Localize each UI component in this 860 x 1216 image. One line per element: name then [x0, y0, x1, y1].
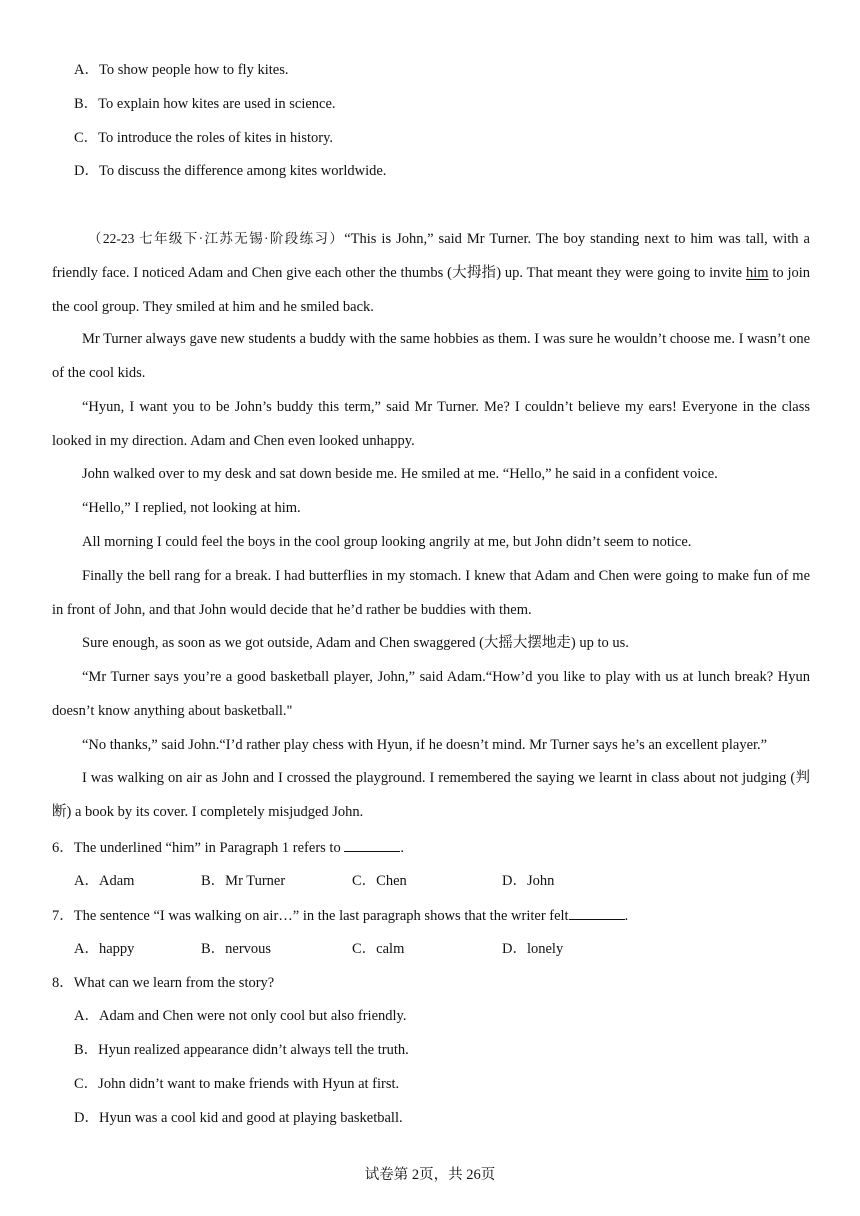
option-letter: A．: [74, 62, 99, 78]
question-8-option-b[interactable]: B．Hyun realized appearance didn’t always tell the truth.: [74, 1042, 409, 1058]
passage-paragraph-6: All morning I could feel the boys in the cool group looking angrily at me, but John didn’t seem to notice.: [82, 534, 692, 550]
prev-option-c: [74, 128, 333, 148]
passage-paragraph-10: “No thanks,” said John.“I’d rather play chess with Hyun, if he doesn’t mind. Mr Turner says he’s an excellent player.”: [82, 737, 768, 753]
prev-option-a: [74, 60, 288, 80]
passage-paragraph-3: “Hyun, I want you to be John’s buddy this term,” said Mr Turner. Me? I couldn’t believe my ears! Everyone in the class looked in my direction. Adam and Chen even looked unhappy.: [52, 399, 810, 449]
passage-paragraph-5: “Hello,” I replied, not looking at him.: [82, 500, 301, 516]
passage-paragraph-8: Sure enough, as soon as we got outside, Adam and Chen swaggered (大摇大摆地走) up to us.: [82, 635, 629, 651]
option-a[interactable]: A．Adam: [74, 873, 135, 889]
question-7-options: [74, 939, 714, 959]
option-b[interactable]: B．nervous: [201, 941, 272, 957]
question-8-option-a[interactable]: A．Adam and Chen were not only cool but also friendly.: [74, 1008, 407, 1024]
passage-paragraph-9: “Mr Turner says you’re a good basketball player, John,” said Adam.“How’d you like to play with us at lunch break? Hyun doesn’t know anything about basketball.": [52, 669, 810, 719]
option-text: To introduce the roles of kites in history.: [98, 130, 334, 146]
question-8: 8．What can we learn from the story?: [52, 975, 275, 991]
question-stem: 7．The sentence “I was walking on air…” in the last paragraph shows that the writer felt: [52, 908, 569, 924]
question-8-option-d[interactable]: D．Hyun was a cool kid and good at playing basketball.: [74, 1110, 403, 1126]
underlined-word: him: [745, 264, 769, 281]
option-text: To explain how kites are used in science.: [98, 96, 336, 112]
option-text: To discuss the difference among kites worldwide.: [98, 163, 387, 179]
option-d[interactable]: D．John: [502, 873, 555, 889]
option-c[interactable]: C．calm: [352, 941, 405, 957]
paragraph-text: to join the cool group. They smiled at him and he smiled back.: [52, 264, 811, 315]
passage-source: （22-23 七年级下·江苏无锡·阶段练习）: [88, 231, 345, 246]
question-8-option-c[interactable]: C．John didn’t want to make friends with Hyun at first.: [74, 1076, 400, 1092]
passage-paragraph-4: John walked over to my desk and sat down beside me. He smiled at me. “Hello,” he said in a confident voice.: [82, 466, 718, 482]
answer-blank: [344, 837, 400, 852]
page-footer: 试卷第 2页，共 26页: [364, 1167, 496, 1183]
question-stem-end: .: [400, 840, 404, 856]
option-letter: C．: [74, 130, 99, 146]
question-7: [52, 905, 628, 926]
passage-paragraph-2: Mr Turner always gave new students a buddy with the same hobbies as them. I was sure he wouldn’t choose me. I wasn’t one of the cool kids.: [52, 331, 810, 381]
option-a[interactable]: A．happy: [74, 941, 135, 957]
question-6-options: [74, 871, 714, 891]
passage-paragraph-7: Finally the bell rang for a break. I had butterflies in my stomach. I knew that Adam and Chen were going to make fun of me in front of John, and that John would decide that he’d rather be buddies with them.: [52, 568, 810, 618]
option-letter: B．: [74, 96, 99, 112]
prev-option-d: [74, 161, 386, 181]
passage-paragraph-11: I was walking on air as John and I crossed the playground. I remembered the saying we learnt in class about not judging (判断) a book by its cover. I completely misjudged John.: [52, 770, 810, 820]
option-c[interactable]: C．Chen: [352, 873, 407, 889]
question-6: [52, 837, 404, 858]
prev-option-b: [74, 94, 336, 114]
option-text: To show people how to fly kites.: [98, 62, 289, 78]
question-stem: 6．The underlined “him” in Paragraph 1 refers to: [52, 840, 345, 856]
answer-blank: [569, 905, 625, 920]
question-stem-end: .: [624, 908, 629, 924]
option-d[interactable]: D．lonely: [502, 941, 564, 957]
option-letter: D．: [74, 163, 99, 179]
option-b[interactable]: B．Mr Turner: [201, 873, 286, 889]
passage-paragraph-1: [52, 222, 810, 324]
paragraph-text: “This is John,” said Mr Turner. The boy standing next to him was tall, with a friendly face. I noticed Adam and Chen give each other the thumbs (大拇指) up. That meant they were going to invite: [52, 231, 810, 281]
